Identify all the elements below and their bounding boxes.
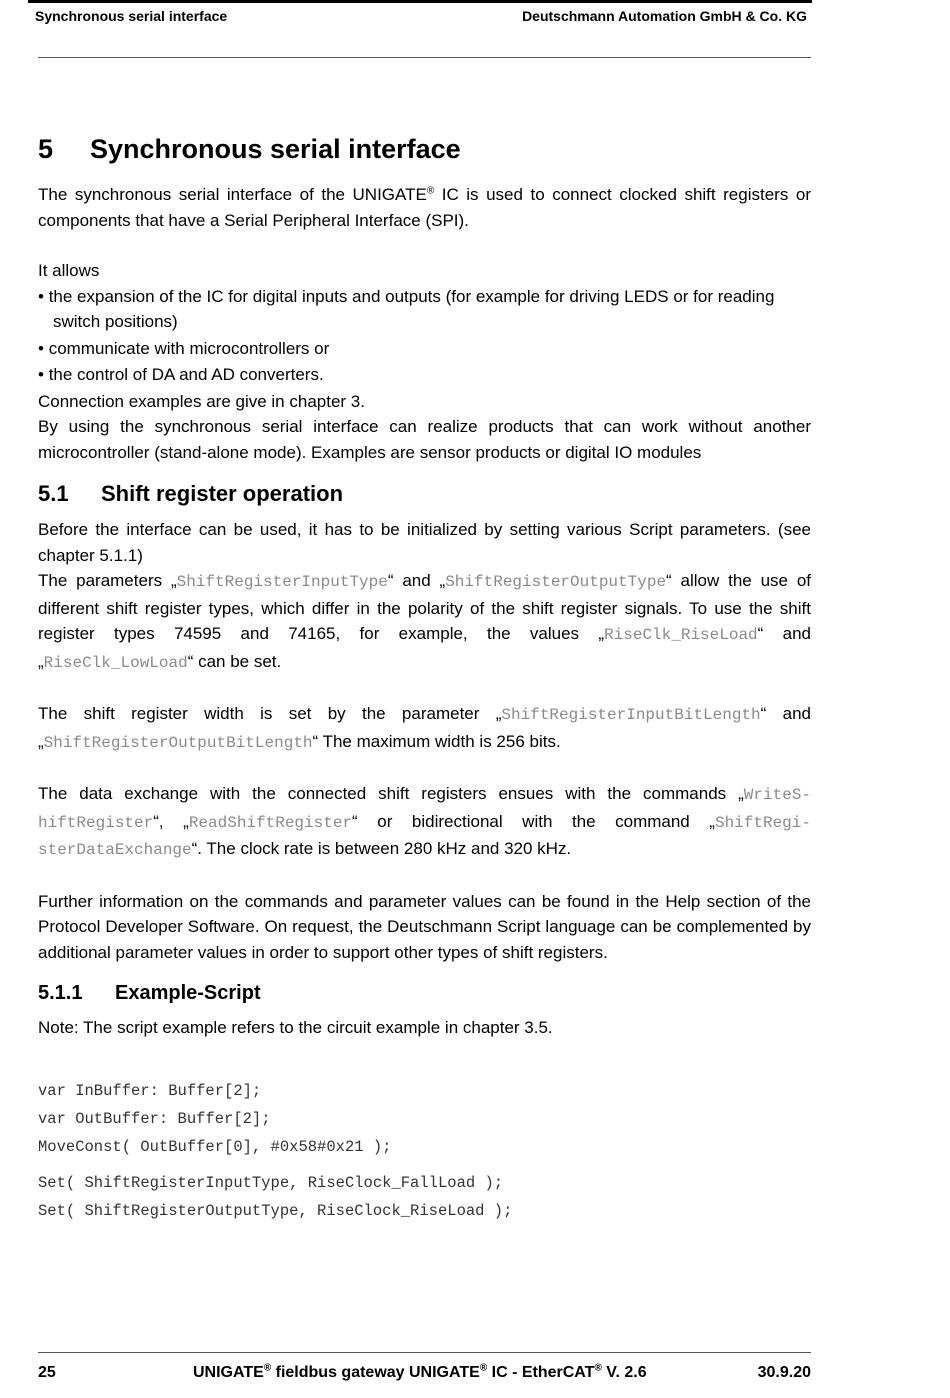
- section-5-number: 5: [38, 134, 54, 164]
- feature-list: [38, 284, 811, 388]
- width-paragraph: The shift register width is set by the parameter „ShiftRegisterInputBitLength“ and „ShiftRegisterOutputBitLength“ The maximum width is 256 bits.: [38, 704, 811, 752]
- note-paragraph: Note: The script example refers to the circuit example in chapter 3.5.: [38, 1018, 553, 1037]
- list-item: • communicate with microcontrollers or: [38, 336, 811, 362]
- section-5-1-1-heading: 5.1.1 Example-Script: [38, 982, 261, 1004]
- code-line: Set( ShiftRegisterInputType, RiseClock_FallLoad );: [38, 1173, 504, 1192]
- data-exchange-paragraph: The data exchange with the connected shift registers ensues with the commands „WriteS-hiftRegister“, „ReadShiftRegister“ or bidirectional with the command „ShiftRegi-sterDataExchange“. The clock rate is between 280 kHz and 320 kHz.: [38, 784, 811, 859]
- code-line: var OutBuffer: Buffer[2];: [38, 1109, 271, 1128]
- header-right: Deutschmann Automation GmbH & Co. KG: [522, 8, 807, 24]
- footer-date: 30.9.20: [757, 1364, 811, 1381]
- header-top-rule: [28, 0, 812, 3]
- init-paragraph: Before the interface can be used, it has to be initialized by setting various Script parameters. (see chapter 5.1.1): [38, 520, 811, 565]
- list-item: • the expansion of the IC for digital inputs and outputs (for example for driving LEDS or for reading switch positions): [38, 284, 811, 335]
- page-number: 25: [38, 1364, 56, 1381]
- code-line: MoveConst( OutBuffer[0], #0x58#0x21 );: [38, 1137, 392, 1156]
- list-item: • the control of DA and AD converters.: [38, 362, 811, 388]
- page-content: [38, 128, 811, 1225]
- standalone-paragraph: By using the synchronous serial interface can realize products that can work without another microcontroller (stand-alone mode). Examples are sensor products or digital IO modules: [38, 417, 811, 462]
- header-rule: [38, 57, 811, 58]
- code-block: [38, 1077, 811, 1225]
- code-line: var InBuffer: Buffer[2];: [38, 1081, 262, 1100]
- section-5-1-heading: 5.1 Shift register operation: [38, 481, 344, 506]
- further-info-paragraph: Further information on the commands and parameter values can be found in the Help section of the Protocol Developer Software. On request, the Deutschmann Script language can be complemented by additional parameter values in order to support other types of shift registers.: [38, 891, 811, 962]
- code-line: Set( ShiftRegisterOutputType, RiseClock_RiseLoad );: [38, 1201, 513, 1220]
- parameters-paragraph: The parameters „ShiftRegisterInputType“ and „ShiftRegisterOutputType“ allow the use of different shift register types, which differ in the polarity of the shift register signals. To use the shift register types 74595 and 74165, for example, the values „RiseClk_RiseLoad“ and „RiseClk_LowLoad“ can be set.: [38, 571, 811, 672]
- intro-paragraph: The synchronous serial interface of the UNIGATE® IC is used to connect clocked shift registers or components that have a Serial Peripheral Interface (SPI).: [38, 185, 811, 230]
- allows-text: It allows: [38, 261, 100, 280]
- connection-text: Connection examples are give in chapter 3.: [38, 391, 365, 411]
- footer-title: UNIGATE® fieldbus gateway UNIGATE® IC - EtherCAT® V. 2.6: [193, 1362, 647, 1381]
- footer-rule: [38, 1352, 811, 1353]
- section-5-heading: [38, 128, 811, 170]
- header-left: Synchronous serial interface: [35, 8, 228, 24]
- section-5-title: Synchronous serial interface: [90, 134, 461, 164]
